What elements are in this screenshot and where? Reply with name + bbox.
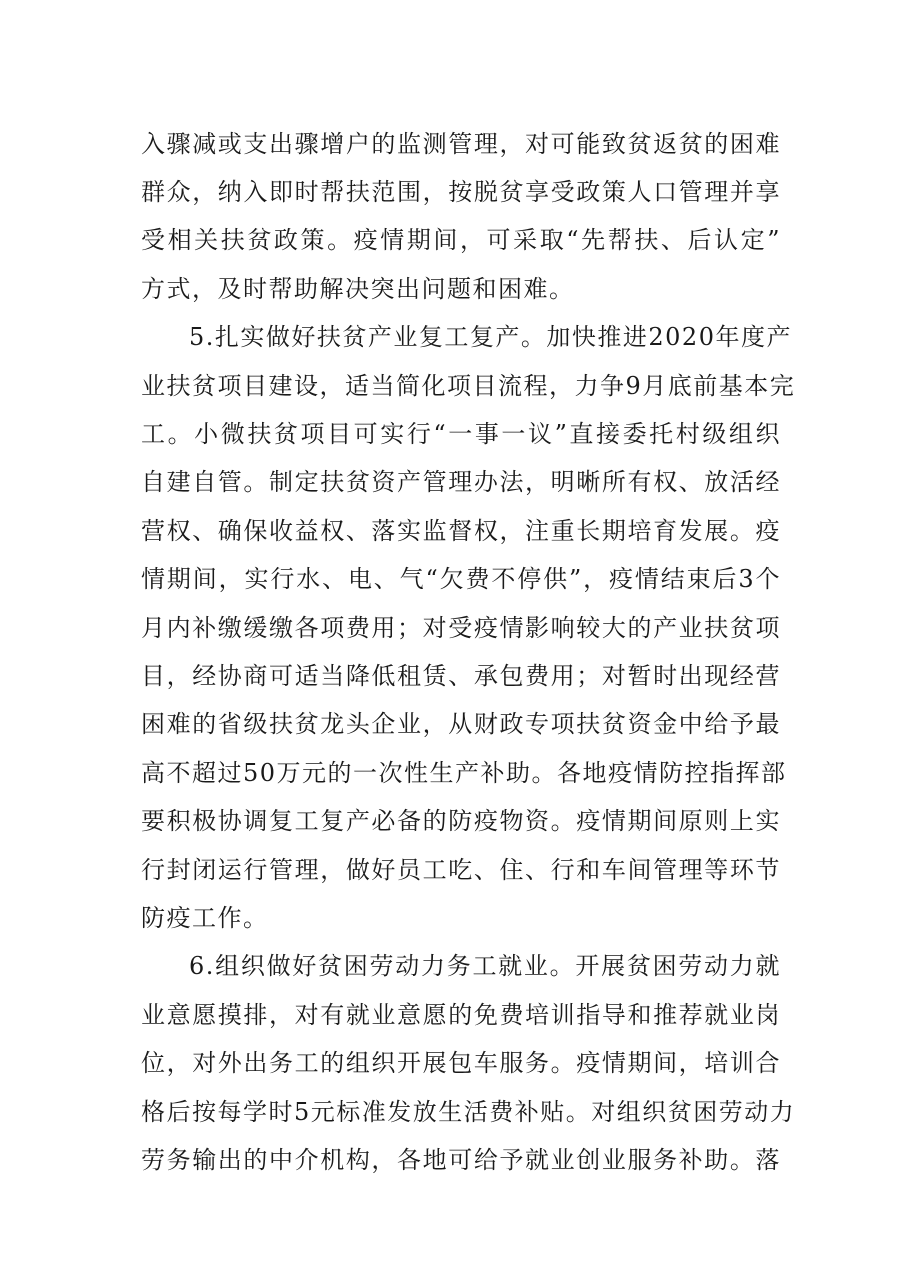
text-line-2: 群众，纳入即时帮扶范围，按脱贫享受政策人口管理并享 (141, 178, 781, 206)
text-line-20: 位，对外出务工的组织开展包车服务。疫情期间，培训合 (141, 1049, 781, 1077)
text-line-11: 月内补缴缓缴各项费用；对受疫情影响较大的产业扶贫项 (141, 614, 781, 642)
paragraph-6-start: 6.组织做好贫困劳动力务工就业。开展贫困劳动力就 (189, 952, 781, 980)
text-line-14: 高不超过50万元的一次性生产补助。各地疫情防控指挥部 (141, 759, 787, 787)
text-line-22: 劳务输出的中介机构，各地可给予就业创业服务补助。落 (141, 1146, 781, 1174)
text-line-17: 防疫工作。 (141, 904, 269, 932)
text-line-8: 自建自管。制定扶贫资产管理办法，明晰所有权、放活经 (141, 468, 781, 496)
paragraph-5-start: 5.扎实做好扶贫产业复工复产。加快推进2020年度产 (189, 323, 792, 351)
text-line-9: 营权、确保收益权、落实监督权，注重长期培育发展。疫 (141, 517, 781, 545)
text-line-7: 工。小微扶贫项目可实行“一事一议”直接委托村级组织 (141, 420, 781, 448)
text-line-4: 方式，及时帮助解决突出问题和困难。 (141, 275, 575, 303)
text-line-21: 格后按每学时5元标准发放生活费补贴。对组织贫困劳动力 (141, 1098, 796, 1126)
text-line-19: 业意愿摸排，对有就业意愿的免费培训指导和推荐就业岗 (141, 1001, 781, 1029)
text-line-3: 受相关扶贫政策。疫情期间，可采取“先帮扶、后认定” (141, 226, 781, 254)
text-line-15: 要积极协调复工复产必备的防疫物资。疫情期间原则上实 (141, 807, 781, 835)
text-line-13: 困难的省级扶贫龙头企业，从财政专项扶贫资金中给予最 (141, 710, 781, 738)
text-line-6: 业扶贫项目建设，适当简化项目流程，力争9月底前基本完 (141, 372, 796, 400)
text-line-12: 目，经协商可适当降低租赁、承包费用；对暂时出现经营 (141, 662, 781, 690)
text-line-10: 情期间，实行水、电、气“欠费不停供”，疫情结束后3个 (141, 565, 781, 593)
text-line-16: 行封闭运行管理，做好员工吃、住、行和车间管理等环节 (141, 856, 781, 884)
text-line-1: 入骤减或支出骤增户的监测管理，对可能致贫返贫的困难 (141, 130, 781, 158)
